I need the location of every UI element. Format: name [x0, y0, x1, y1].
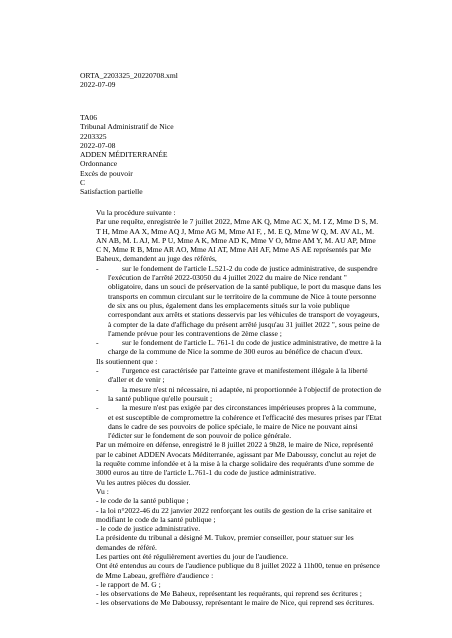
- paragraph: - les observations de Me Daboussy, représentant le maire de Nice, qui reprend ses écritures.: [96, 598, 375, 608]
- decision-metadata: [80, 113, 380, 197]
- paragraph: - le code de la santé publique ;: [96, 496, 189, 506]
- paragraph: Par une requête, enregistrée le 7 juillet 2022, Mme AK Q, Mme AC X, M. I Z, Mme D S, M. T H, Mme AA X, Mme AQ J, Mme AG M, Mme AI F, , M. E Q, Mme W Q, M. AV AL, M. AN AB, M. L AJ, M. P U, Mme A K, Mme AD K, Mme V O, Mme AM Y, M. AU AP, Mme C N, Mme R B, Mme AR AO, Mme AI AT, Mme AH AF, Mme AS AE représentés par Me Baheux, demandent au juge des référés,: [96, 217, 379, 264]
- category: C: [80, 178, 86, 188]
- outcome: Satisfaction partielle: [80, 187, 143, 197]
- paragraph: Vu la procédure suivante :: [96, 208, 176, 217]
- list-item-text: sur le fondement de l'article L. 761-1 du code de justice administrative, de mettre à la charge de la commune de Nice la somme de 300 euros au bénéfice de chacun d'eux.: [108, 338, 382, 357]
- list-item: [96, 385, 382, 404]
- file-name: ORTA_2203325_20220708.xml: [80, 71, 178, 80]
- bullet-dash: -: [96, 263, 99, 273]
- list-item-text: la mesure n'est pas exigée par des circonstances impérieuses propres à la commune, et est susceptible de compromettre la cohérence et l'efficacité des mesures prises par l'Etat dans le cadre de ses pouvoirs de police spéciale, le maire de Nice ne pouvant ainsi l'édicter sur le fondement de son pouvoir de police générale.: [108, 403, 382, 441]
- party-name: ADDEN MÉDITERRANÉE: [80, 150, 168, 160]
- case-number: 2203325: [80, 131, 107, 141]
- decision-type: Ordonnance: [80, 159, 118, 169]
- paragraph: - la loi n°2022-46 du 22 janvier 2022 renforçant les outils de gestion de la crise sanitaire et modifiant le code de la santé publique ;: [96, 505, 372, 524]
- paragraph: Par un mémoire en défense, enregistré le 8 juillet 2022 à 9h28, le maire de Nice, représenté par le cabinet ADDEN Avocats Méditerranée, agissant par Me Daboussy, conclut au rejet de la requête comme infondée et à la mise à la charge solidaire des requérants d'une somme de 3000 euros au titre de l'article L.761-1 du code de justice administrative.: [96, 440, 377, 478]
- paragraph: - le code de justice administrative.: [96, 524, 201, 534]
- bullet-dash: -: [96, 403, 99, 413]
- list-item-text: sur le fondement de l'article L.521-2 du code de justice administrative, de suspendre l'exécution de l'arrêté 2022-03050 du 4 juillet 2022 du maire de Nice rendant " obligatoire, dans un souci de préservation de la santé publique, le port du masque dans les transports en commun circulant sur le territoire de la commune de Nice à toute personne de six ans ou plus, également dans les emplacements situés sur la voie publique correspondant aux arrêts et stations desservis par les véhicules de transport de voyageurs, à compter de la date d'affichage du présent arrêté jusqu'au 31 juillet 2022 ", sous peine de l'amende prévue pour les contraventions de 2ème classe ;: [108, 263, 382, 338]
- paragraph: Ils soutiennent que :: [96, 356, 158, 366]
- list-item: [96, 264, 382, 338]
- paragraph: Vu les autres pièces du dossier.: [96, 477, 191, 487]
- subject: Excès de pouvoir: [80, 168, 133, 178]
- paragraph: - le rapport de M. G ;: [96, 579, 161, 589]
- bullet-dash: -: [96, 366, 99, 376]
- court-name: Tribunal Administratif de Nice: [80, 122, 174, 132]
- list-item: [96, 366, 382, 385]
- decision-date: 2022-07-08: [80, 140, 116, 150]
- paragraph: Ont été entendus au cours de l'audience publique du 8 juillet 2022 à 11h00, tenue en présence de Mme Labeau, greffière d'audience :: [96, 561, 380, 580]
- document-header: [80, 71, 380, 90]
- court-code: TA06: [80, 113, 98, 122]
- bullet-dash: -: [96, 384, 99, 394]
- bullet-dash: -: [96, 338, 99, 348]
- list-item-text: l'urgence est caractérisée par l'atteinte grave et manifestement illégale à la liberté d'aller et de venir ;: [108, 366, 368, 385]
- decision-body: [96, 208, 382, 608]
- file-date: 2022-07-09: [80, 80, 116, 90]
- list-item: [96, 338, 382, 357]
- list-item-text: la mesure n'est ni nécessaire, ni adaptée, ni proportionnée à l'objectif de protection de la santé publique qu'elle poursuit ;: [108, 384, 382, 403]
- list-item: [96, 403, 382, 440]
- paragraph: Vu :: [96, 486, 109, 496]
- paragraph: La présidente du tribunal a désigné M. Tukov, premier conseiller, pour statuer sur les demandes de référé.: [96, 533, 354, 552]
- paragraph: - les observations de Me Baheux, représentant les requérants, qui reprend ses écritures ;: [96, 589, 362, 599]
- paragraph: Les parties ont été régulièrement averties du jour de l'audience.: [96, 551, 288, 561]
